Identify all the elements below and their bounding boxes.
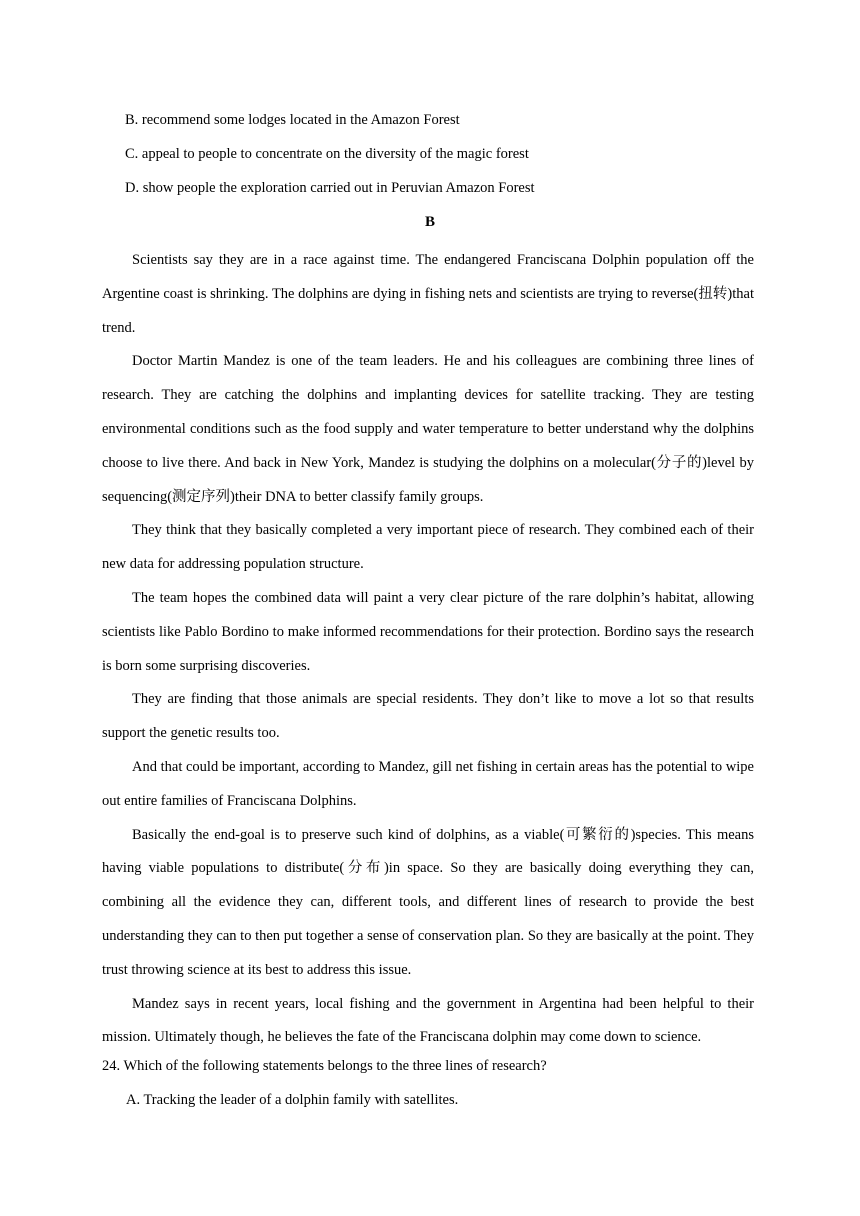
option-d: D. show people the exploration carried out in Peruvian Amazon Forest bbox=[125, 180, 535, 196]
paragraph: And that could be important, according to Mandez, gill net fishing in certain areas has the potential to wipe out entire families of Franciscana Dolphins. bbox=[102, 758, 754, 809]
paragraph: They are finding that those animals are special residents. They don’t like to move a lot so that results support the genetic results too. bbox=[102, 691, 754, 742]
option-b: B. recommend some lodges located in the Amazon Forest bbox=[125, 112, 460, 128]
paragraph: The team hopes the combined data will paint a very clear picture of the rare dolphin’s habitat, allowing scientists like Pablo Bordino to make informed recommendations for their protection. Bordino says the research is born some surprising discoveries. bbox=[102, 589, 754, 674]
paragraph: They think that they basically completed a very important piece of research. They combined each of their new data for addressing population structure. bbox=[102, 522, 754, 573]
question-stem: 24. Which of the following statements belongs to the three lines of research? bbox=[102, 1058, 547, 1074]
paragraph: Scientists say they are in a race against time. The endangered Franciscana Dolphin population off the Argentine coast is shrinking. The dolphins are dying in fishing nets and scientists are trying to reverse(扭转)that trend. bbox=[102, 252, 754, 336]
reading-passage bbox=[102, 244, 754, 1055]
previous-question-options bbox=[125, 109, 785, 211]
paragraph: Mandez says in recent years, local fishing and the government in Argentina had been helpful to their mission. Ultimately though, he believes the fate of the Franciscana dolphin may come down to science. bbox=[102, 995, 754, 1046]
question-option-a: A. Tracking the leader of a dolphin family with satellites. bbox=[126, 1092, 459, 1108]
question-24 bbox=[102, 1055, 762, 1123]
section-heading: B bbox=[424, 214, 435, 230]
option-c: C. appeal to people to concentrate on the diversity of the magic forest bbox=[125, 146, 529, 162]
paragraph: Basically the end-goal is to preserve such kind of dolphins, as a viable(可繁衍的)species. This means having viable populations to distribute(分布)in space. So they are basically doing everything they can, combining all the evidence they can, different tools, and different lines of research to provide the best understanding they can to then put together a sense of conservation plan. So they are basically at the point. They trust throwing science at its best to address this issue. bbox=[102, 826, 754, 978]
paragraph: Doctor Martin Mandez is one of the team leaders. He and his colleagues are combining three lines of research. They are catching the dolphins and implanting devices for satellite tracking. They are testing environmental conditions such as the food supply and water temperature to better understand why the dolphins choose to live there. And back in New York, Mandez is studying the dolphins on a molecular(分子的)level by sequencing(测定序列)their DNA to better classify family groups. bbox=[102, 353, 754, 505]
